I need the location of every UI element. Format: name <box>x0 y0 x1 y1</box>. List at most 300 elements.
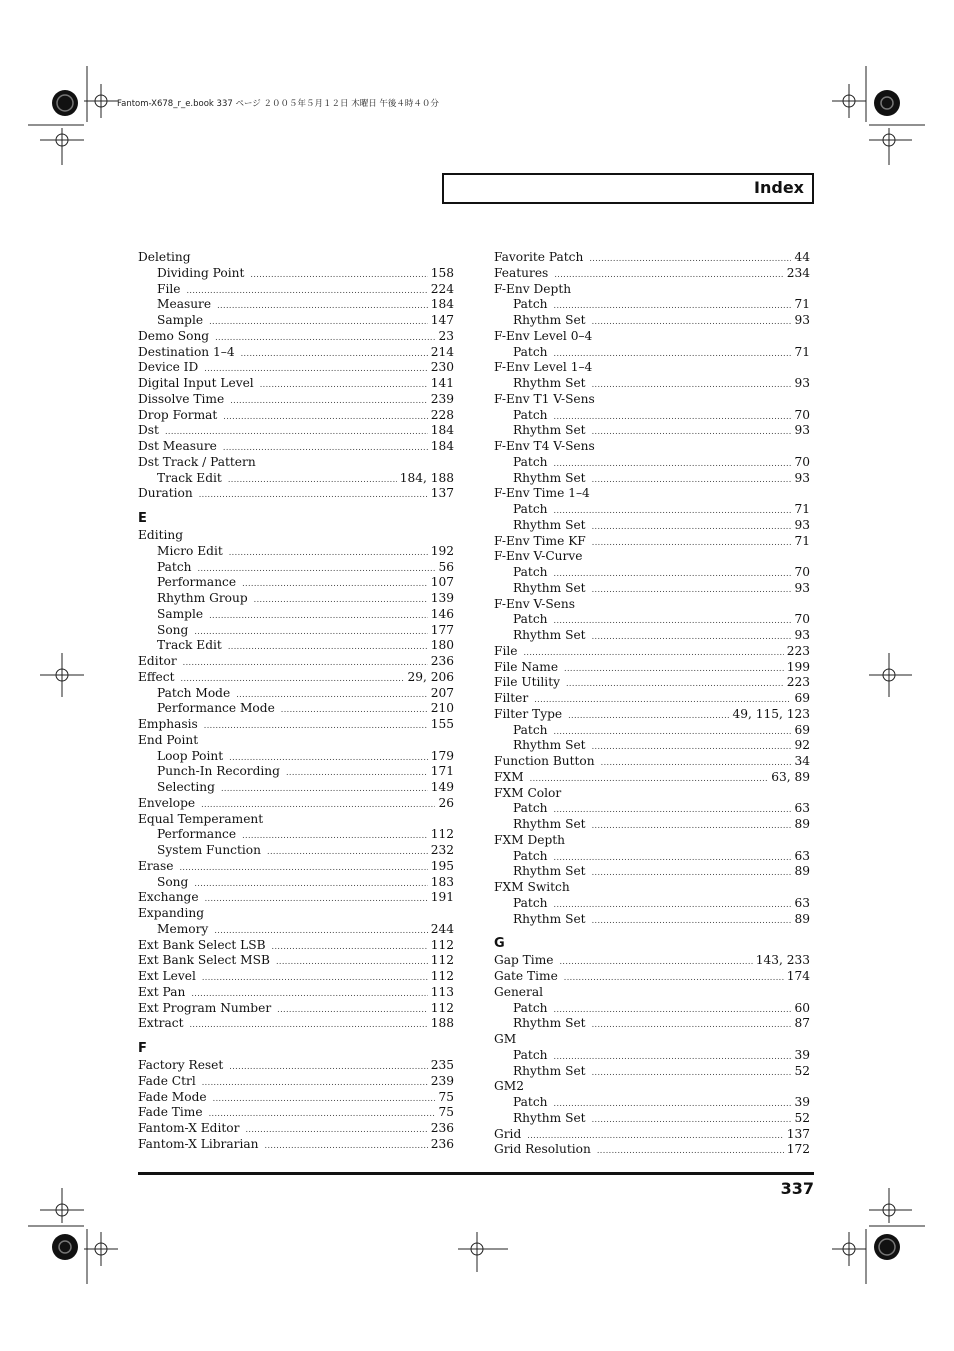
index-subentry <box>494 1095 810 1111</box>
entry-term: File <box>157 281 181 296</box>
entry-page: 89 <box>794 911 810 926</box>
entry-term: Exchange <box>138 890 199 905</box>
entry-term: Fade Mode <box>138 1089 207 1104</box>
entry-page: 236 <box>430 1136 454 1151</box>
dot-leader <box>194 624 427 640</box>
dot-leader <box>527 1128 783 1144</box>
entry-page: 69 <box>794 691 810 705</box>
index-entry <box>138 969 454 985</box>
entry-term: Rhythm Set <box>513 517 586 532</box>
dot-leader <box>554 1002 792 1018</box>
dot-leader <box>199 487 428 503</box>
index-subentry <box>494 864 810 880</box>
dot-leader <box>554 267 783 283</box>
index-entry <box>138 890 454 906</box>
entry-term: F-Env Level 1–4 <box>494 360 593 375</box>
entry-term: End Point <box>138 732 199 747</box>
dot-leader <box>223 409 427 425</box>
entry-page: 56 <box>438 559 454 574</box>
entry-term: Rhythm Set <box>513 1110 586 1125</box>
entry-page: 49, 115, 123 <box>732 706 810 721</box>
entry-term: Patch <box>513 454 548 469</box>
dot-leader <box>564 970 784 986</box>
index-entry <box>138 670 454 686</box>
entry-term: File <box>494 643 518 658</box>
dot-leader <box>204 361 427 377</box>
dot-leader <box>592 865 792 881</box>
dot-leader <box>209 1106 436 1122</box>
entry-page: 137 <box>430 486 454 501</box>
index-entry <box>494 953 810 969</box>
entry-term: System Function <box>157 843 261 857</box>
entry-term: Ext Level <box>138 969 196 983</box>
index-entry <box>138 329 454 345</box>
entry-term: F-Env T1 V-Sens <box>494 391 595 406</box>
section-letter: F <box>138 1041 147 1056</box>
entry-page: 239 <box>430 391 454 406</box>
dot-leader <box>523 645 783 661</box>
dot-leader <box>215 330 435 346</box>
entry-term: Rhythm Set <box>513 738 586 753</box>
entry-page: 70 <box>794 454 810 469</box>
dot-leader <box>597 1143 784 1159</box>
index-subentry <box>494 912 810 928</box>
entry-page: 141 <box>430 376 454 390</box>
index-entry <box>138 1016 454 1032</box>
index-entry <box>138 250 454 266</box>
index-entry <box>494 880 810 896</box>
dot-leader <box>592 1065 792 1081</box>
dot-leader <box>592 377 792 393</box>
dot-leader <box>245 1122 427 1138</box>
dot-leader <box>554 1049 792 1065</box>
index-entry <box>138 486 454 502</box>
index-subentry <box>138 638 454 654</box>
entry-page: 184 <box>430 439 454 453</box>
index-entry <box>138 528 454 544</box>
dot-leader <box>286 765 428 781</box>
dot-leader <box>186 283 427 299</box>
index-entry <box>494 660 810 676</box>
entry-page: 60 <box>794 1000 810 1015</box>
dot-leader <box>554 409 792 425</box>
entry-page: 92 <box>794 738 810 753</box>
entry-term: Factory Reset <box>138 1058 224 1072</box>
index-subentry <box>494 801 810 817</box>
entry-page: 39 <box>794 1047 810 1062</box>
index-entry <box>494 691 810 707</box>
index-subentry <box>494 565 810 581</box>
dot-leader <box>592 472 792 488</box>
entry-term: Rhythm Set <box>513 313 586 327</box>
dot-leader <box>254 592 428 608</box>
index-entry <box>494 329 810 345</box>
index-entry <box>494 770 810 786</box>
index-entry <box>138 392 454 408</box>
dot-leader <box>592 314 792 330</box>
entry-term: Dissolve Time <box>138 391 225 406</box>
dot-leader <box>554 802 792 818</box>
index-entry <box>138 654 454 670</box>
dot-leader <box>221 781 428 797</box>
entry-page: 184 <box>430 297 454 312</box>
dot-leader <box>554 503 792 519</box>
entry-page: 89 <box>794 817 810 831</box>
entry-term: Performance <box>157 827 237 842</box>
entry-page: 63 <box>794 895 810 910</box>
entry-term: Loop Point <box>157 748 224 763</box>
entry-term: F-Env Depth <box>494 281 572 296</box>
entry-term: Patch <box>513 848 548 863</box>
index-subentry <box>138 297 454 313</box>
index-entry <box>138 812 454 828</box>
entry-term: Patch <box>513 1047 548 1062</box>
index-entry <box>494 392 810 408</box>
entry-page: 179 <box>430 748 454 763</box>
entry-page: 34 <box>794 754 810 768</box>
entry-term: Deleting <box>138 250 191 264</box>
index-subentry <box>138 607 454 623</box>
entry-page: 239 <box>430 1073 454 1088</box>
entry-page: 70 <box>794 612 810 627</box>
dot-leader <box>189 1017 427 1033</box>
section-title-box <box>442 173 814 204</box>
entry-page: 71 <box>794 533 810 548</box>
entry-term: F-Env Time KF <box>494 533 586 548</box>
index-subentry <box>138 471 454 487</box>
index-subentry <box>494 1016 810 1032</box>
file-header: Fantom-X678_r_e.book 337 ページ ２００５年５月１２日 木曜日 午後４時４０分 <box>117 99 439 109</box>
dot-leader <box>554 724 792 740</box>
index-entry <box>138 859 454 875</box>
dot-leader <box>228 639 428 655</box>
section-letter: E <box>138 511 147 526</box>
index-column-left <box>138 250 454 1153</box>
dot-leader <box>592 739 792 755</box>
entry-term: Rhythm Set <box>513 580 586 595</box>
dot-leader <box>260 377 428 393</box>
dot-leader <box>592 1017 792 1033</box>
entry-page: 223 <box>786 643 810 658</box>
dot-leader <box>281 702 428 718</box>
entry-page: 195 <box>430 858 454 873</box>
entry-page: 93 <box>794 470 810 485</box>
entry-term: Dst Measure <box>138 439 217 453</box>
entry-term: Patch <box>513 801 548 816</box>
index-subentry <box>138 544 454 560</box>
entry-page: 63 <box>794 848 810 863</box>
dot-leader <box>554 850 792 866</box>
entry-page: 191 <box>430 890 454 905</box>
index-subentry <box>494 849 810 865</box>
index-entry <box>138 906 454 922</box>
entry-page: 75 <box>438 1105 454 1120</box>
entry-term: GM <box>494 1032 517 1046</box>
entry-page: 147 <box>430 313 454 327</box>
dot-leader <box>272 939 428 955</box>
entry-page: 224 <box>430 281 454 296</box>
entry-page: 93 <box>794 423 810 438</box>
index-entry <box>494 534 810 550</box>
index-subentry <box>138 827 454 843</box>
entry-page: 177 <box>430 622 454 637</box>
entry-term: Grid Resolution <box>494 1142 591 1157</box>
index-entry <box>138 796 454 812</box>
dot-leader <box>592 582 792 598</box>
entry-term: Favorite Patch <box>494 250 584 264</box>
entry-term: Rhythm Group <box>157 591 248 605</box>
entry-term: Performance Mode <box>157 701 275 716</box>
entry-page: 112 <box>430 953 454 968</box>
dot-leader <box>592 1112 792 1128</box>
entry-page: 184 <box>430 423 454 438</box>
index-subentry <box>138 686 454 702</box>
index-subentry <box>138 922 454 938</box>
entry-term: Gate Time <box>494 969 558 983</box>
entry-term: Rhythm Set <box>513 628 586 642</box>
dot-leader <box>554 613 792 629</box>
entry-page: 93 <box>794 313 810 327</box>
index-entry <box>494 1142 810 1158</box>
entry-term: Fade Time <box>138 1105 203 1120</box>
entry-term: FXM Switch <box>494 880 570 894</box>
dot-leader <box>223 440 428 456</box>
index-subentry <box>494 471 810 487</box>
index-entry <box>494 707 810 723</box>
dot-leader <box>566 676 784 692</box>
index-entry <box>494 597 810 613</box>
entry-term: GM2 <box>494 1079 524 1094</box>
entry-term: Rhythm Set <box>513 423 586 438</box>
dot-leader <box>229 545 428 561</box>
dot-leader <box>276 954 428 970</box>
entry-page: 180 <box>430 638 454 653</box>
dot-leader <box>205 891 428 907</box>
entry-term: F-Env V-Sens <box>494 596 575 611</box>
entry-term: Erase <box>138 858 174 873</box>
entry-page: 149 <box>430 780 454 794</box>
entry-page: 155 <box>430 717 454 731</box>
entry-page: 230 <box>430 360 454 375</box>
dot-leader <box>592 818 792 834</box>
entry-page: 112 <box>430 1000 454 1015</box>
entry-page: 44 <box>794 250 810 264</box>
dot-leader <box>589 251 791 267</box>
index-entry <box>138 1090 454 1106</box>
entry-term: Patch <box>513 407 548 422</box>
index-entry <box>494 754 810 770</box>
entry-page: 223 <box>786 675 810 690</box>
entry-term: Effect <box>138 669 175 684</box>
dot-leader <box>592 629 792 645</box>
entry-page: 207 <box>430 685 454 700</box>
entry-term: Fantom-X Editor <box>138 1121 240 1135</box>
index-entry <box>494 1032 810 1048</box>
index-subentry <box>494 581 810 597</box>
dot-leader <box>194 876 427 892</box>
entry-term: Patch <box>513 722 548 737</box>
dot-leader <box>183 655 428 671</box>
entry-page: 139 <box>430 591 454 605</box>
entry-page: 232 <box>430 843 454 857</box>
index-subentry <box>494 896 810 912</box>
index-subentry <box>138 843 454 859</box>
index-entry <box>138 345 454 361</box>
entry-term: Dst <box>138 423 159 438</box>
index-entry <box>494 1127 810 1143</box>
entry-page: 52 <box>794 1063 810 1078</box>
entry-page: 71 <box>794 502 810 516</box>
entry-term: Drop Format <box>138 407 218 422</box>
entry-term: Track Edit <box>157 470 222 485</box>
entry-page: 184, 188 <box>399 470 454 485</box>
index-entry <box>494 675 810 691</box>
entry-page: 93 <box>794 628 810 642</box>
entry-page: 183 <box>430 874 454 889</box>
dot-leader <box>601 755 792 771</box>
entry-page: 71 <box>794 297 810 312</box>
entry-term: Micro Edit <box>157 543 223 558</box>
index-entry <box>494 250 810 266</box>
index-subentry <box>494 738 810 754</box>
entry-term: Rhythm Set <box>513 470 586 485</box>
footer-rule <box>138 1172 814 1175</box>
entry-term: Emphasis <box>138 717 198 731</box>
dot-leader <box>228 472 397 488</box>
entry-term: Rhythm Set <box>513 1016 586 1031</box>
index-entry <box>494 1079 810 1095</box>
entry-page: 89 <box>794 864 810 879</box>
entry-page: 137 <box>786 1126 810 1141</box>
entry-page: 158 <box>430 265 454 280</box>
index-subentry <box>138 591 454 607</box>
entry-page: 87 <box>794 1016 810 1031</box>
index-entry <box>138 938 454 954</box>
index-subentry <box>138 780 454 796</box>
entry-term: Grid <box>494 1126 522 1141</box>
entry-term: Digital Input Level <box>138 376 254 390</box>
index-subentry <box>494 1111 810 1127</box>
dot-leader <box>191 986 427 1002</box>
entry-term: Punch-In Recording <box>157 764 280 779</box>
index-subentry <box>138 560 454 576</box>
index-entry <box>138 423 454 439</box>
entry-term: FXM Depth <box>494 832 566 847</box>
index-entry <box>138 733 454 749</box>
entry-page: 174 <box>786 969 810 983</box>
index-entry <box>138 1121 454 1137</box>
entry-term: Demo Song <box>138 328 210 343</box>
index-entry <box>138 408 454 424</box>
entry-term: F-Env Time 1–4 <box>494 486 590 501</box>
entry-term: Patch <box>513 565 548 579</box>
dot-leader <box>564 661 784 677</box>
index-subentry <box>494 408 810 424</box>
index-subentry <box>138 764 454 780</box>
dot-leader <box>554 1096 792 1112</box>
entry-page: 235 <box>430 1058 454 1072</box>
index-subentry <box>494 723 810 739</box>
index-entry <box>494 644 810 660</box>
dot-leader <box>229 1059 427 1075</box>
dot-leader <box>592 913 792 929</box>
dot-leader <box>559 954 752 970</box>
dot-leader <box>265 1138 428 1154</box>
dot-leader <box>592 519 792 535</box>
dot-leader <box>213 1091 436 1107</box>
entry-page: 23 <box>438 328 454 343</box>
index-subentry <box>138 623 454 639</box>
index-subentry <box>494 455 810 471</box>
index-subentry <box>494 518 810 534</box>
entry-page: 70 <box>794 565 810 579</box>
index-subentry <box>494 628 810 644</box>
index-entry <box>494 969 810 985</box>
entry-term: Fade Ctrl <box>138 1073 196 1088</box>
entry-term: Function Button <box>494 754 595 768</box>
entry-page: 63 <box>794 801 810 816</box>
index-entry <box>138 1001 454 1017</box>
entry-page: 93 <box>794 517 810 532</box>
entry-term: Patch <box>157 559 192 574</box>
entry-page: 112 <box>430 937 454 952</box>
entry-term: Patch <box>513 502 548 516</box>
entry-term: Device ID <box>138 360 199 375</box>
index-subentry <box>494 817 810 833</box>
dot-leader <box>179 860 427 876</box>
index-entry <box>138 985 454 1001</box>
entry-page: 214 <box>430 344 454 359</box>
dot-leader <box>241 346 428 362</box>
dot-leader <box>198 561 436 577</box>
index-entry <box>138 455 454 471</box>
dot-leader <box>202 970 428 986</box>
entry-page: 70 <box>794 407 810 422</box>
section-title: Index <box>754 178 804 197</box>
dot-leader <box>236 687 428 703</box>
dot-leader <box>242 576 428 592</box>
dot-leader <box>277 1002 428 1018</box>
entry-term: Patch <box>513 895 548 910</box>
index-subentry <box>494 1064 810 1080</box>
dot-leader <box>592 424 792 440</box>
dot-leader <box>181 671 405 687</box>
dot-leader <box>214 923 427 939</box>
index-entry <box>494 486 810 502</box>
entry-term: Editor <box>138 654 177 668</box>
entry-page: 63, 89 <box>771 769 810 784</box>
entry-page: 146 <box>430 606 454 621</box>
entry-term: Performance <box>157 575 237 590</box>
entry-term: Patch <box>513 297 548 312</box>
entry-term: General <box>494 984 543 999</box>
index-entry <box>494 360 810 376</box>
dot-leader <box>204 718 428 734</box>
dot-leader <box>202 1075 428 1091</box>
page-number: 337 <box>780 1179 814 1198</box>
index-subentry <box>494 423 810 439</box>
entry-term: Song <box>157 622 189 637</box>
dot-leader <box>592 535 792 551</box>
index-entry <box>494 985 810 1001</box>
entry-page: 107 <box>430 575 454 590</box>
entry-term: Equal Temperament <box>138 811 264 826</box>
entry-term: File Name <box>494 659 559 674</box>
entry-term: Patch <box>513 1095 548 1109</box>
entry-term: F-Env Level 0–4 <box>494 328 593 343</box>
entry-term: Rhythm Set <box>513 911 586 926</box>
dot-leader <box>554 897 792 913</box>
